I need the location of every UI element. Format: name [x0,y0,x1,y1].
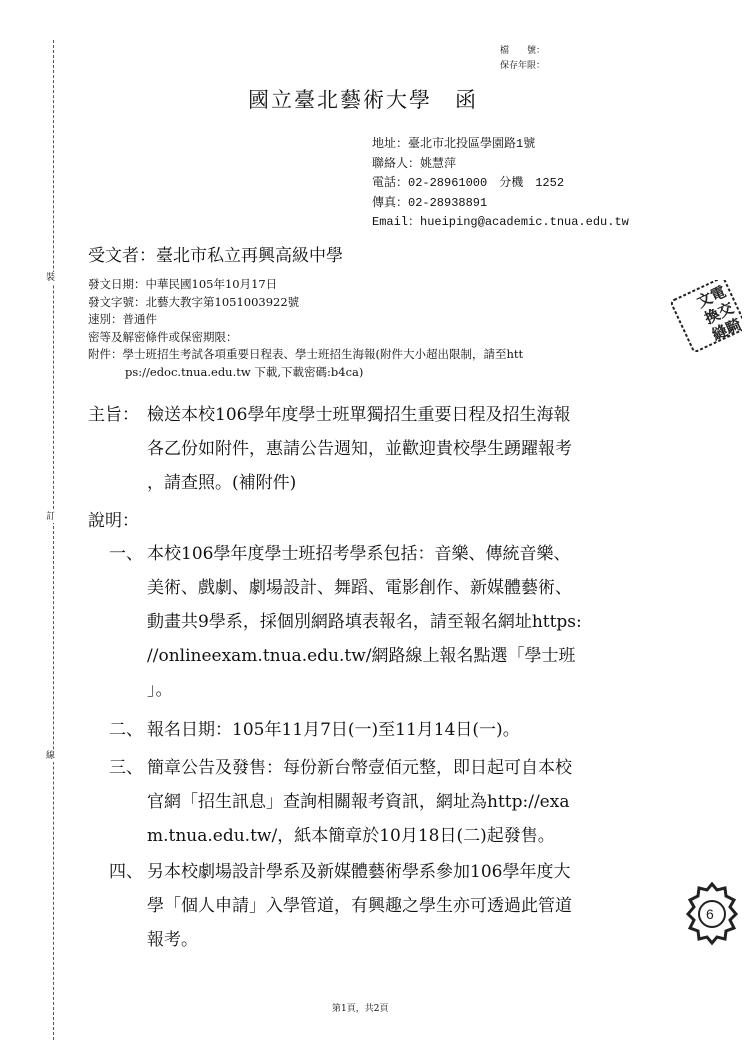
file-no-label: 檔 號： [500,46,546,56]
issue-date: 發文日期：中華民國105年10月17日 [88,277,278,291]
seam-seal [684,878,740,948]
item-line: 簡章公告及發售：每份新台幣壹佰元整，即日起可自本校 [147,758,572,778]
contact-fax: 傳真：02-28938891 [372,195,488,210]
contact-email: Email：hueiping@academic.tnua.edu.tw [372,215,629,229]
speed-class: 速別：普通件 [88,312,157,326]
meta-block [88,276,523,381]
item-line: 報考。 [147,930,198,950]
electronic-exchange-stamp [670,280,742,352]
subject-line: 各乙份如附件，惠請公告週知，並歡迎貴校學生踴躍報考 [147,439,572,459]
classification: 密等及解密條件或保密期限： [88,329,238,344]
item-3-number: 三、 [109,758,143,778]
explanation-label: 說明： [88,511,139,531]
binding-mark-ding: 訂 [46,512,56,522]
stamp-graphic [670,280,742,352]
stamp-char: 騎 [722,315,742,338]
document-title: 國立臺北藝術大學 函 [248,88,478,112]
item-4-number: 四、 [109,862,143,882]
attachment-line-1: 附件：學士班招生考試各項重要日程表、學士班招生海報(附件大小超出限制，請至htt [88,347,524,361]
item-line: 學「個人申請」入學管道，有興趣之學生亦可透過此管道 [147,896,572,916]
item-line: 動畫共9學系，採個別網路填表報名，請至報名網址https: [147,612,582,632]
stamp-char: 換 [701,305,723,328]
contact-phone: 電話：02-28961000 分機 1252 [372,176,565,190]
contact-address: 地址：臺北市北投區學園路1號 [372,137,536,151]
item-1-text [147,537,582,707]
contact-block [372,135,629,233]
item-2-number: 二、 [109,720,143,740]
item-line: //onlineexam.tnua.edu.tw/網路線上報名點選「學士班 [147,646,576,666]
subject-line: ，請查照。(補附件) [147,473,297,493]
item-2-text [147,713,520,747]
item-3-text [147,751,572,853]
item-line: m.tnua.edu.tw/，紙本簡章於10月18日(二)起發售。 [147,826,555,846]
stamp-char: 電 [707,282,729,306]
subject-label: 主旨： [88,405,139,425]
item-line: 報名日期：105年11月7日(一)至11月14日(一)。 [147,720,520,740]
item-line: 另本校劇場設計學系及新媒體藝術學系參加106學年度大 [147,862,571,882]
subject-text [147,398,572,500]
page-footer: 第1頁，共2頁 [332,1004,389,1014]
stamp-char: 交 [715,298,737,322]
item-line: 美術、戲劇、劇場設計、舞蹈、電影創作、新媒體藝術、 [147,578,572,598]
binding-line [53,40,54,1040]
retention-label: 保存年限： [500,61,546,71]
item-line: 官網「招生訊息」查詢相關報考資訊，網址為http://exa [147,792,570,812]
subject-line: 檢送本校106學年度學士班單獨招生重要日程及招生海報 [147,405,571,425]
stamp-char: 縫 [709,321,731,345]
attachment-line-2: ps://edoc.tnua.edu.tw 下載,下載密碼:b4ca) [125,364,364,379]
stamp-char: 文 [694,288,716,312]
recipient: 受文者：臺北市私立再興高級中學 [88,246,343,266]
item-line: 本校106學年度學士班招考學系包括：音樂、傳統音樂、 [147,544,571,564]
item-line: 」。 [147,680,173,700]
binding-mark-zhuang: 裝 [46,273,56,283]
seal-digit: 6 [706,906,714,922]
item-4-text [147,855,572,957]
seal-graphic [684,878,740,948]
contact-person: 聯絡人：姚慧萍 [372,156,457,171]
item-1-number: 一、 [109,544,143,564]
binding-mark-xian: 線 [46,751,56,761]
document-number: 發文字號：北藝大教字第1051003922號 [88,294,300,309]
